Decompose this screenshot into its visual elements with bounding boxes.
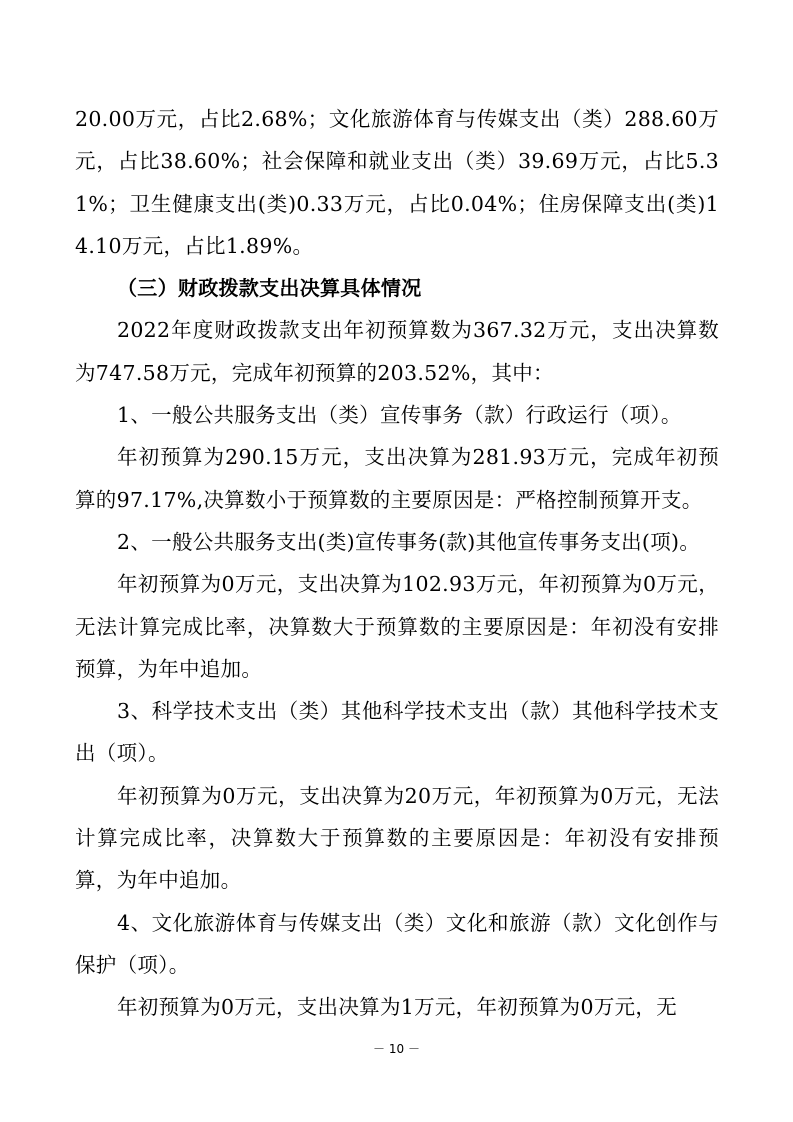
item-1-detail: 年初预算为290.15万元，支出决算为281.93万元，完成年初预算的97.17%,决算数小于预算数的主要原因是：严格控制预算开支。 xyxy=(75,445,719,512)
item-4-title: 4、文化旅游体育与传媒支出（类）文化和旅游（款）文化创作与保护（项）。 xyxy=(75,910,719,977)
item-4-detail: 年初预算为0万元，支出决算为1万元，年初预算为0万元，无 xyxy=(117,995,678,1020)
item-1-title: 1、一般公共服务支出（类）宣传事务（款）行政运行（项）。 xyxy=(117,403,682,428)
paragraph-summary: 2022年度财政拨款支出年初预算数为367.32万元，支出决算数为747.58万元，完成年初预算的203.52%，其中： xyxy=(75,318,719,385)
paragraph-expenditure-shares: 20.00万元，占比2.68%；文化旅游体育与传媒支出（类）288.60万元，占比38.60%；社会保障和就业支出（类）39.69万元，占比5.31%；卫生健康支出(类)0.33万元，占比0.04%；住房保障支出(类)14.10万元，占比1.89%。 xyxy=(75,107,719,258)
item-2-title: 2、一般公共服务支出(类)宣传事务(款)其他宣传事务支出(项)。 xyxy=(117,529,701,554)
item-3-detail: 年初预算为0万元，支出决算为20万元，年初预算为0万元，无法计算完成比率，决算数大于预算数的主要原因是：年初没有安排预算，为年中追加。 xyxy=(75,783,719,893)
page-number: － 10 － xyxy=(373,1042,420,1056)
document-body xyxy=(75,98,719,1029)
section-heading: （三）财政拨款支出决算具体情况 xyxy=(117,276,422,301)
item-2-detail: 年初预算为0万元，支出决算为102.93万元，年初预算为0万元，无法计算完成比率，决算数大于预算数的主要原因是：年初没有安排预算，为年中追加。 xyxy=(75,572,719,681)
item-3-title: 3、科学技术支出（类）其他科学技术支出（款）其他科学技术支出（项）。 xyxy=(75,699,719,766)
